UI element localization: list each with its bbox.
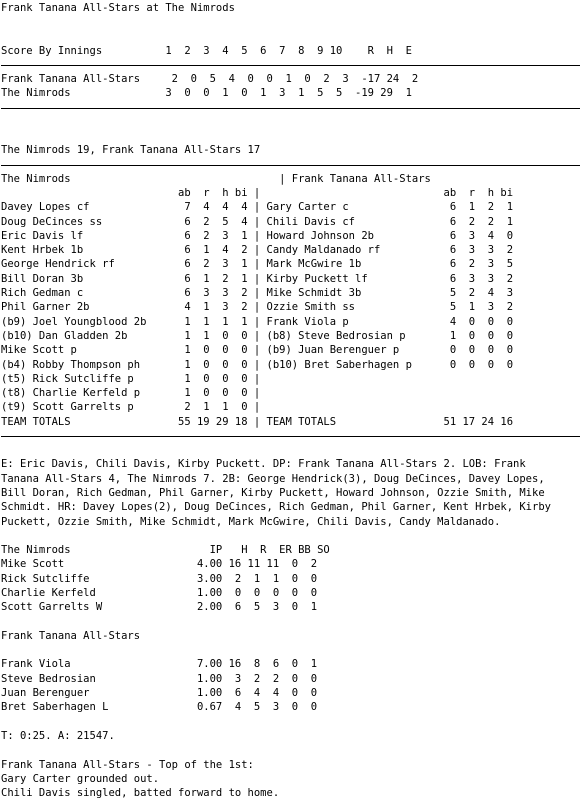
batting-row: (t8) Charlie Kerfeld p 1 0 0 0 |	[1, 387, 261, 400]
batting-row: Eric Davis lf 6 2 3 1 | Howard Johnson 2b 6 3 4 0	[1, 229, 514, 242]
game-notes: E: Eric Davis, Chili Davis, Kirby Puckett. DP: Frank Tanana All-Stars 2. LOB: Frank Tanana All-Stars 4, The Nimrods 7. 2B: George Hendrick(3), Doug DeCinces, Davey Lopes, Bill Doran, Rich Gedman, Phil Garner, Kirby Puckett, Howard Johnson, Ozzie Smith, Mike Schmidt. HR: Davey Lopes(2), Doug DeCinces, Rich Gedman, Phil Garner, Kent Hrbek, Kirby Puckett, Ozzie Smith, Mike Schmidt, Mark McGwire, Chili Davis, Candy Maldanado.	[1, 458, 551, 528]
batting-row: (b9) Joel Youngblood 2b 1 1 1 1 | Frank Viola p 4 0 0 0	[1, 315, 514, 328]
divider	[1, 108, 580, 109]
linescore-row-home: The Nimrods 3 0 0 1 0 1 3 1 5 5 -19 29 1	[1, 87, 412, 100]
batting-totals: TEAM TOTALS 55 19 29 18 | TEAM TOTALS 51 17 24 16	[1, 415, 514, 428]
pitching-row: Steve Bedrosian 1.00 3 2 2 0 0	[1, 672, 318, 685]
game-title: Frank Tanana All-Stars at The Nimrods	[1, 2, 235, 14]
batting-team-names: The Nimrods | Frank Tanana All-Stars	[1, 172, 431, 185]
batting-row: Davey Lopes cf 7 4 4 4 | Gary Carter c 6 1 2 1	[1, 201, 514, 214]
pitching-row: Bret Saberhagen L 0.67 4 5 3 0 0	[1, 701, 318, 714]
play-by-play-line: Chili Davis singled, batted forward to home.	[1, 787, 280, 800]
batting-row: (t5) Rick Sutcliffe p 1 0 0 0 |	[1, 372, 261, 385]
pitching-row: Scott Garrelts W 2.00 6 5 3 0 1	[1, 601, 318, 614]
batting-row: Mike Scott p 1 0 0 0 | (b9) Juan Berenguer p 0 0 0 0	[1, 344, 514, 357]
divider	[1, 165, 580, 166]
pitching-row: Rick Sutcliffe 3.00 2 1 1 0 0	[1, 572, 318, 585]
batting-row: Rich Gedman c 6 3 3 2 | Mike Schmidt 3b 5 2 4 3	[1, 287, 514, 300]
pitching-header-home: The Nimrods IP H R ER BB SO	[1, 544, 330, 557]
batting-column-header: ab r h bi | ab r h bi	[1, 186, 514, 199]
batting-row: (t9) Scott Garrelts p 2 1 1 0 |	[1, 401, 261, 414]
batting-row: Doug DeCinces ss 6 2 5 4 | Chili Davis cf 6 2 2 1	[1, 215, 514, 228]
divider	[1, 65, 580, 66]
linescore-row-away: Frank Tanana All-Stars 2 0 5 4 0 0 1 0 2 3 -17 24 2	[1, 73, 419, 86]
batting-row: (b4) Robby Thompson ph 1 0 0 0 | (b10) Bret Saberhagen p 0 0 0 0	[1, 358, 514, 371]
divider	[1, 436, 580, 437]
play-by-play-line: Gary Carter grounded out.	[1, 772, 160, 785]
batting-row: Phil Garner 2b 4 1 3 2 | Ozzie Smith ss 5 1 3 2	[1, 301, 514, 314]
pitching-row: Mike Scott 4.00 16 11 11 0 2	[1, 558, 318, 571]
pitching-row: Charlie Kerfeld 1.00 0 0 0 0 0	[1, 586, 318, 599]
play-by-play-header: Frank Tanana All-Stars - Top of the 1st:	[1, 758, 254, 771]
pitching-row: Frank Viola 7.00 16 8 6 0 1	[1, 658, 318, 671]
time-attendance: T: 0:25. A: 21547.	[1, 729, 115, 742]
pitching-header-away: Frank Tanana All-Stars	[1, 629, 141, 642]
final-score: The Nimrods 19, Frank Tanana All-Stars 17	[1, 144, 261, 157]
batting-row: Kent Hrbek 1b 6 1 4 2 | Candy Maldanado rf 6 3 3 2	[1, 244, 514, 257]
batting-row: George Hendrick rf 6 2 3 1 | Mark McGwire 1b 6 2 3 5	[1, 258, 514, 271]
batting-row: Bill Doran 3b 6 1 2 1 | Kirby Puckett lf 6 3 3 2	[1, 272, 514, 285]
pitching-row: Juan Berenguer 1.00 6 4 4 0 0	[1, 687, 318, 700]
linescore-header: Score By Innings 1 2 3 4 5 6 7 8 9 10 R H E	[1, 44, 412, 57]
batting-row: (b10) Dan Gladden 2b 1 1 0 0 | (b8) Steve Bedrosian p 1 0 0 0	[1, 329, 514, 342]
